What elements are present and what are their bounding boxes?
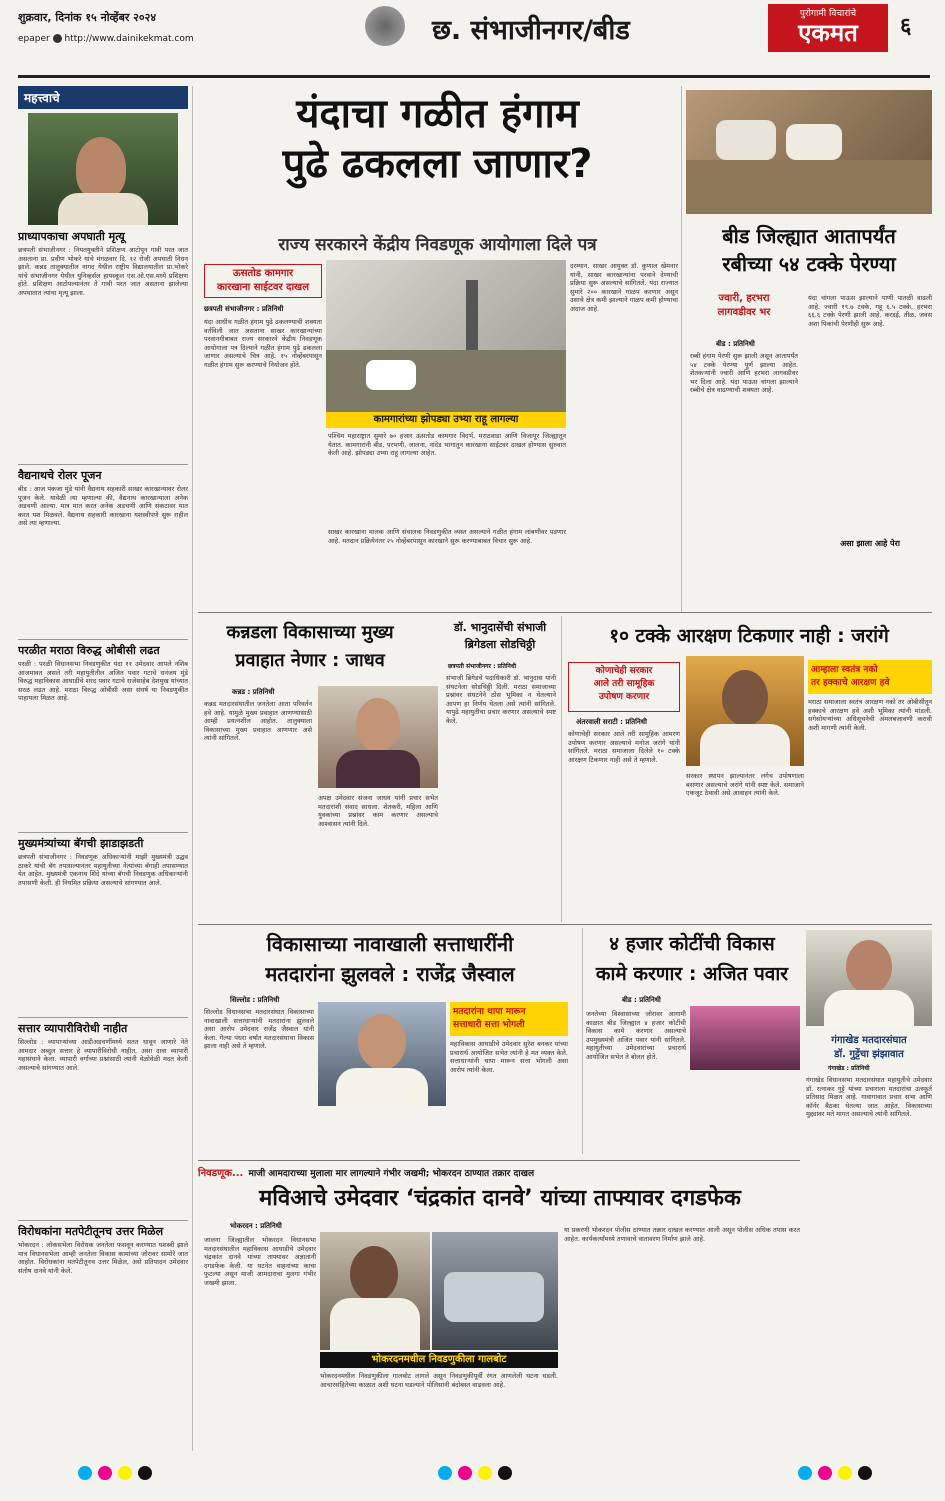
story-body: सिल्लोड : व्यापाऱ्यांच्या आडीअडचणींमध्ये सतत धावून जाणारे नेते आमदार अब्दुल सत्तार हे व्यापारीविरोधी नाहीत, असा दावा व्यापारी महासंघाने केला. व्यापारी वर्गाच्या प्रश्नांसाठी त्यांनी वेळोवेळी मदत केली असल्याचे सांगण्यात आले. <box>18 1038 188 1072</box>
lead-body-a: यंदा आधीच गळीत हंगाम पुढे ढकलण्याची शक्यता वर्तविली जात असताना साखर कारखान्यांच्या परवानगीबाबत राज्य सरकारने केंद्रीय निवडणूक आयोगाला पत्र दिल्याने गळीत हंगाम पुढे ढकलला जाणार असल्याचे चित्र आहे. १५ नोव्हेंबरपासून गळीत हंगाम सुरू करण्याचे नियोजन होते. <box>204 318 322 369</box>
jarange-byline: अंतरवाली सराटी : प्रतिनिधी <box>576 718 647 726</box>
brand-tagline: पुरोगामी विचारांचे <box>799 9 857 19</box>
column-rule <box>582 928 583 1154</box>
bhokardan-headline: मविआचे उमेदवार ‘चंद्रकांत दानवे’ यांच्या ताफ्यावर दगडफेक <box>259 1186 741 1211</box>
story-title: परळीत मराठा विरुद्ध ओबीसी लढत <box>18 644 160 657</box>
color-swatch-black <box>498 1466 512 1480</box>
rally-photo <box>690 1006 800 1070</box>
beed-headline-2: रबीच्या ५४ टक्के पेरण्या <box>722 252 896 276</box>
kannad-body-b: अपक्ष उमेदवार संजना जाधव यांनी प्रचार सभेत मतदारांशी संवाद साधला. शेतकरी, महिला आणि युवकांच्या प्रश्नांवर काम करणार असल्याचे आश्वासन त्यांनी दिले. <box>318 794 438 828</box>
jarange-headline: १० टक्के आरक्षण टिकणार नाही : जरांगे <box>609 625 889 647</box>
globe-icon <box>53 34 62 43</box>
lead-body-b: पश्चिम महाराष्ट्रात सुमारे ७० हजार ऊसतोड कामगार विदर्भ, मराठवाडा आणि विजापूर जिल्ह्यातून येतात. कामगारांनी बीड, परभणी, जालना, नांदेड भागातून कारखाना साईटवर दाखल होण्यास सुरुवात केली आहे. झोपड्या उभ्या राहू लागल्या आहेत. <box>328 432 566 458</box>
gangakhed-title-1: गंगाखेड मतदारसंघात <box>831 1035 907 1046</box>
bhokardan-body-a: जालना जिल्ह्यातील भोकरदन विधानसभा मतदारसंघातील महाविकास आघाडीचे उमेदवार चंद्रकांत दानवे यांच्या ताफ्यावर अज्ञातांनी दगडफेक केली. या घटनेत वाहनांच्या काचा फुटल्या असून माजी आमदाराचा मुलगा गंभीर जखमी झाला. <box>204 1236 316 1287</box>
masthead-divider <box>18 75 930 78</box>
jarange-callout-body: मराठा समाजाला स्वतंत्र आरक्षण नको तर ओबीसीतून हक्काचे आरक्षण हवे अशी भूमिका त्यांनी मांडली. सगेसोयऱ्यांच्या अधिसूचनेची अंमलबजावणी करावी अशी मागणी त्यांनी केली. <box>808 698 932 732</box>
kicker-label: निवडणूक... <box>198 1168 244 1179</box>
story-body: परळी : परळी विधानसभा निवडणुकीत यंदा ११ उमेदवार आपले नशिब आजमावत असले तरी महायुतीतील अजित पवार गटाचे धनंजय मुंडे विरुद्ध महाविकास आघाडीचे शरद पवार गटाचे राजेसाहेब देशमुख यांच्यात सरळ लढत आहे. मराठा विरुद्ध ओबीसी असा संघर्ष या निवडणुकीत पाहायला मिळत आहे. <box>18 660 188 703</box>
story-2 <box>18 464 188 635</box>
brand-name: एकमत <box>798 19 858 47</box>
kannad-headline-1: कन्नडला विकासाच्या मुख्य <box>226 622 394 643</box>
story-title: मुख्यमंत्र्यांच्या बॅगची झाडाझडती <box>18 837 144 850</box>
lead-body-d: दरम्यान, साखर आयुक्त डॉ. कुणाल खेमनार यांनी, साखर कारखान्यांना परवाने देण्याची प्रक्रिया सुरू असल्याचे सांगितले. यंदा राज्यात सुमारे २०० कारखाने गाळप करणार असून उसाचे क्षेत्र कमी झाल्याने गाळप कमी होण्याचा अंदाज आहे. <box>570 262 678 313</box>
bhokardan-body-c: या प्रकरणी भोकरदन पोलीस ठाण्यात तक्रार दाखल करण्यात आली असून पोलीस अधिक तपास करत आहेत. कार्यकर्त्यांमध्ये तणावाचे वातावरण निर्माण झाले आहे. <box>564 1226 800 1243</box>
story-body: छत्रपती संभाजीनगर : निवडणूक अधिकाऱ्यांनी माझी मुख्यमंत्री उद्धव ठाकरे यांची बॅग तपासल्यानंतर महायुतीच्या नेत्यांच्या बॅगाही तपासण्यात येत आहेत. मुख्यमंत्री एकनाथ शिंदे यांच्या बॅगची निवडणूक अधिकाऱ्यांनी तपासणी केली. ही नियमित प्रक्रिया असल्याचे सांगण्यात आले. <box>18 853 188 887</box>
epaper-label: epaper <box>18 34 50 44</box>
beed-subhead-1: ज्वारी, हरभरा <box>718 293 770 304</box>
bhanudas-headline-1: डॉ. भानुदासेंची संभाजी <box>453 621 547 634</box>
jarange-sidebar <box>568 662 680 712</box>
gangakhed-byline: गंगाखेड : प्रतिनिधी <box>828 1065 870 1072</box>
color-swatch-magenta <box>98 1466 112 1480</box>
color-swatch-cyan <box>78 1466 92 1480</box>
bhokardan-body-b: भोकरदनमधील निवडणुकीला गालबोट लागले असून निवडणुकीपूर्वी रंगत आणलेली घटना घडली. आचारसंहितेच्या काळात अशी घटना घडल्याने पोलिसांनी बंदोबस्त वाढवला आहे. <box>320 1372 558 1389</box>
kannad-byline: कन्नड : प्रतिनिधी <box>232 688 275 696</box>
beed-headline-1: बीड जिल्ह्यात आतापर्यंत <box>722 224 896 248</box>
farming-photo <box>686 90 932 214</box>
ajit-body: जनतेच्या विश्वासाच्या जोरावर आगामी काळात बीड जिल्ह्यात ४ हजार कोटींची विकास कामे करणार असल्याचे उपमुख्यमंत्री अजित पवार यांनी सांगितले. महायुतीच्या उमेदवारांच्या प्रचारार्थ आयोजित सभेत ते बोलत होते. <box>586 1010 686 1061</box>
column-header: महत्त्वाचे <box>18 86 188 109</box>
jarange-body-b: सरकार स्थापन झाल्यानंतर लगेच उपोषणाला बसणार असल्याचे जरांगे यांनी स्पष्ट केले. समाजाने एकजूट ठेवावी असे आवाहन त्यांनी केले. <box>686 772 804 798</box>
masthead <box>0 0 945 80</box>
color-swatch-black <box>138 1466 152 1480</box>
bhokardan-byline: भोकरदन : प्रतिनिधी <box>230 1222 282 1230</box>
color-swatch-magenta <box>818 1466 832 1480</box>
jarange-sidebar-3: उपोषण करणार <box>598 692 650 702</box>
column-rule <box>681 86 682 612</box>
story-body: भोकरदन : लोकसभेला विरोधक जनतेला फसवून करण्यात यशस्वी झाले मात्र विधानसभेला आम्ही जनतेला विकास कामांच्या जोरावर सामोरे जात आहोत. विरोधकांना मतपेटीतूनच उत्तर मिळेल, असे प्रतिपादन उमेदवार संतोष दानवे यांनी केले. <box>18 1241 188 1275</box>
column-rule <box>561 616 562 922</box>
sillod-callout <box>450 1002 568 1036</box>
left-column <box>18 86 188 1451</box>
factory-photo <box>326 260 566 412</box>
section-title: छ. संभाजीनगर/बीड <box>432 15 630 46</box>
kannad-body-a: कन्नड मतदारसंघातील जनतेला आता परिवर्तन हवे आहे. यामुळे मुख्य प्रवाहात आणण्यासाठी आम्ही प्रयत्नशील आहोत. तालुक्याला विकासाच्या मुख्य प्रवाहात आणणार असे त्यांनी सांगितले. <box>204 700 312 743</box>
story-3 <box>18 639 188 828</box>
color-swatch-yellow <box>478 1466 492 1480</box>
ajit-byline: बीड : प्रतिनिधी <box>622 996 661 1004</box>
logo-emblem <box>365 6 405 46</box>
web-line <box>18 34 194 44</box>
sillod-headline-2: मतदारांना झुलवले : राजेंद्र जैस्वाल <box>265 962 515 986</box>
story-5 <box>18 1017 188 1216</box>
portrait-photo <box>28 113 178 225</box>
ajit-headline-1: ४ हजार कोटींची विकास <box>609 933 775 955</box>
story-1 <box>18 229 188 460</box>
website-link[interactable]: http://www.dainikekmat.com <box>64 34 194 44</box>
jarange-sidebar-2: आले तरी सामूहिक <box>593 679 655 689</box>
column-rule <box>192 86 193 1451</box>
page-number: ६ <box>900 14 912 39</box>
sillod-byline: सिल्लोड : प्रतिनिधी <box>230 996 280 1004</box>
beed-body-b: यंदा चांगला पाऊस झाल्याने पाणी पातळी वाढली आहे. ज्वारी १९.७ टक्के, गहू ६.५ टक्के, हरभरा ६६.६ टक्के पेरणी झाली आहे. करडई, तीळ, जवस अशा पिकांची पेरणीही सुरू आहे. <box>808 294 932 328</box>
story-body: छत्रपती संभाजीनगर : नियतयुक्तीने प्रशिक्षण आटोपून गावी परत जात असताना प्रा. प्रवीण भोकरे यांचे मंगळवार दि. १२ रोजी अपघाती निधन झाले. कन्नड तालुक्यातील नागद येथील राष्ट्रीय विद्यालयातील प्रा.भोकरे यांचे संभाजीनगर येथील युनिव्हर्सल हायस्कूल एस.ओ.एस.मध्ये प्रशिक्षण होते. प्रशिक्षण आटोपल्यानंतर ते गावी परत जात असताना झालेल्या अपघातात त्यांचा मृत्यू झाला. <box>18 246 188 297</box>
lead-headline-line1: यंदाचा गळीत हंगाम <box>296 91 579 137</box>
bhokardan-kicker-bar <box>198 1160 800 1179</box>
beed-subsection: असा झाला आहे पेरा <box>840 539 900 548</box>
color-swatch-cyan <box>798 1466 812 1480</box>
jarange-photo <box>686 656 804 766</box>
color-swatch-black <box>858 1466 872 1480</box>
beed-byline: बीड : प्रतिनिधी <box>716 340 755 348</box>
story-title: सत्तार व्यापारीविरोधी नाहीत <box>18 1022 128 1035</box>
beed-body-a: रब्बी हंगाम पेरणी सुरू झाली असून आतापर्यंत ५४ टक्के पेरण्या पूर्ण झाल्या आहेत. शेतकऱ्यांनी ज्वारी आणि हरभरा लागवडीवर भर दिला आहे. यंदा पाऊस चांगला झाल्याने रब्बीचे क्षेत्र वाढण्याची शक्यता आहे. <box>690 352 798 395</box>
color-swatch-magenta <box>458 1466 472 1480</box>
kicker-text: माजी आमदाराच्या मुलाला मार लागल्याने गंभीर जखमी; भोकरदन ठाण्यात तक्रार दाखल <box>248 1169 535 1179</box>
story-title: प्राध्यापकाचा अपघाती मृत्यू <box>18 230 125 243</box>
gutte-photo <box>806 930 932 1026</box>
bhanudas-byline: छत्रपती संभाजीनगर : प्रतिनिधी <box>448 663 517 670</box>
color-swatch-yellow <box>118 1466 132 1480</box>
story-title: वैद्यनाथचे रोलर पूजन <box>18 469 102 482</box>
lead-byline: छत्रपती संभाजीनगर : प्रतिनिधी <box>204 305 284 313</box>
color-swatch-cyan <box>438 1466 452 1480</box>
bhokardan-caption: भोकरदनमधील निवडणुकीला गालबोट <box>320 1352 558 1368</box>
sillod-body-b: महाविकास आघाडीचे उमेदवार सुरेश बनकर यांच्या प्रचारार्थ आयोजित सभेत त्यांनी हे मत व्यक्त केले. सत्ताधाऱ्यांनी थापा मारून सत्ता भोगली असा आरोप त्यांनी केला. <box>450 1040 568 1074</box>
bhanudas-body: संभाजी ब्रिगेडचे पदाधिकारी डॉ. भानुदास यांनी संघटनेला सोडचिठ्ठी दिली. मराठा समाजाच्या प्रश्नांवर संघटनेने ठोस भूमिका न घेतल्याने आपण हा निर्णय घेतला असे त्यांनी सांगितले. यापुढे महायुतीचा प्रचार करणार असल्याचे स्पष्ट केले. <box>446 674 556 725</box>
story-title: विरोधकांना मतपेटीतूनच उत्तर मिळेल <box>18 1225 164 1238</box>
lead-subheadline: राज्य सरकारने केंद्रीय निवडणूक आयोगाला दिले पत्र <box>278 235 597 255</box>
row-divider <box>198 924 932 925</box>
jarange-body-a: कोणाचेही सरकार आले तरी सामूहिक आमरण उपोषण करणार असल्याचे मनोज जरांगे यांनी सांगितले. मराठा समाजाला दिलेले १० टक्के आरक्षण टिकणार नाही असे ते म्हणाले. <box>568 730 680 764</box>
damaged-car-photo <box>432 1232 558 1350</box>
story-body: बीड : आज पंकजा मुंडे यांनी वैद्यनाथ सहकारी साखर कारखान्यावर रोलर पूजन केले. यावेळी त्या म्हणाल्या की, वैद्यनाथ कारखान्याला अनेक अडचणी आल्या. मात्र मात करत अनेक अडचणी आणि संकटावर मात करत यश मिळवले. वैद्यनाथ सहकारी कारखाना यशस्वीपणे सुरू राहील असे त्या म्हणाल्या. <box>18 485 188 528</box>
beed-subhead-box <box>690 290 798 330</box>
story-4 <box>18 832 188 1013</box>
gangakhed-body: गंगाखेड विधानसभा मतदारसंघात महायुतीचे उमेदवार डॉ. रत्नाकर गुट्टे यांच्या प्रचाराला मतदारांचा उत्स्फूर्त प्रतिसाद मिळत आहे. गावागावात प्रचार सभा आणि कॉर्नर बैठका घेतल्या जात आहेत. विकासाच्या मुद्द्यावर मते मागत असल्याचे त्यांनी सांगितले. <box>806 1076 932 1119</box>
sillod-body-a: सिल्लोड विधानसभा मतदारसंघात विकासाच्या नावाखाली सत्ताधाऱ्यांनी मतदारांना झुलवले असा आरोप उमेदवार राजेंद्र जैस्वाल यांनी केला. गेल्या पंधरा वर्षांत मतदारसंघाचा विकास झाला नाही असे ते म्हणाले. <box>204 1008 314 1051</box>
jarange-sidebar-1: कोणाचेही सरकार <box>595 666 653 676</box>
jadhav-photo <box>318 686 438 788</box>
brand-box <box>768 4 888 52</box>
bhanudas-headline-2: ब्रिगेडला सोडचिठ्ठी <box>464 638 536 651</box>
sillod-callout-1: मतदारांना थापा मारून <box>453 1007 526 1017</box>
sidebar-title-1: ऊसतोड कामगार <box>232 268 294 279</box>
sillod-headline-1: विकासाच्या नावाखाली सत्ताधारींनी <box>266 932 514 956</box>
row-divider <box>198 612 932 613</box>
jarange-callout-2: तर हक्काचे आरक्षण हवे <box>811 678 890 688</box>
beed-subhead-2: लागवडीवर भर <box>717 307 771 318</box>
gangakhed-title-2: डॉ. गुट्टेंचा झंझावात <box>834 1049 904 1060</box>
ajit-headline-2: कामे करणार : अजित पवार <box>595 963 789 985</box>
jarange-callout-1: आम्हाला स्वतंत्र नको <box>811 665 878 675</box>
color-swatch-yellow <box>838 1466 852 1480</box>
date-line: शुक्रवार, दिनांक १५ नोव्हेंबर २०२४ <box>18 11 157 24</box>
kannad-headline-2: प्रवाहात नेणार : जाधव <box>235 650 385 671</box>
factory-photo-caption: कामगारांच्या झोपड्या उभ्या राहू लागल्या <box>326 412 566 428</box>
story-6 <box>18 1220 188 1401</box>
lead-sidebar-box <box>204 264 322 298</box>
jarange-callout <box>808 660 932 694</box>
sillod-callout-2: सत्ताधारी सत्ता भोगली <box>453 1020 525 1030</box>
danve-photo <box>320 1232 430 1350</box>
jaiswal-photo <box>318 1002 446 1106</box>
footer-bar <box>18 1458 930 1488</box>
lead-headline-line2: पुढे ढकलला जाणार? <box>282 141 593 187</box>
sidebar-title-2: कारखाना साईटवर दाखल <box>216 282 310 293</box>
lead-body-c: साखर कारखाना मालक आणि संचालक निवडणुकीत व्यस्त असल्याने गळीत हंगाम लांबणीवर पडणार आहे. मतदान प्रक्रियेनंतर २५ नोव्हेंबरपासून कारखाने सुरू करण्याबाबत विचार सुरू आहे. <box>328 528 566 545</box>
